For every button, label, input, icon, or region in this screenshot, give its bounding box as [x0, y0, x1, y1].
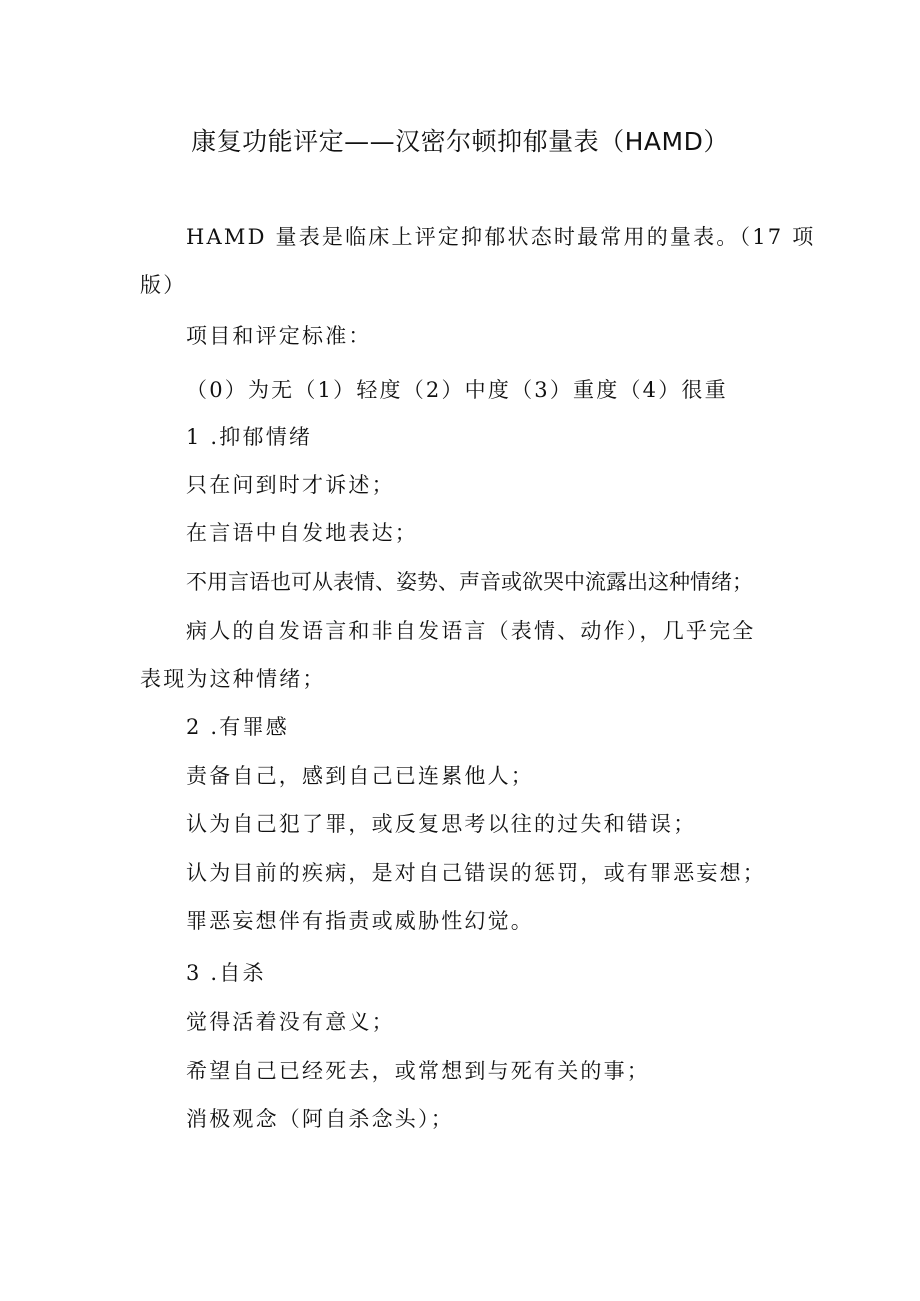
scale-legend: （0）为无（1）轻度（2）中度（3）重度（4）很重	[186, 378, 728, 402]
item-3-heading: 3 .自杀	[186, 961, 266, 985]
item-2-heading: 2 .有罪感	[186, 715, 289, 739]
item-1-line-3: 不用言语也可从表情、姿势、声音或欲哭中流露出这种情绪；	[186, 570, 753, 594]
criteria-label: 项目和评定标准：	[186, 324, 372, 348]
intro-line-1: HAMD 量表是临床上评定抑郁状态时最常用的量表。（17 项	[186, 225, 816, 249]
item-1-line-2: 在言语中自发地表达；	[186, 521, 418, 545]
item-2-line-3: 认为目前的疾病，是对自己错误的惩罚，或有罪恶妄想；	[186, 861, 766, 885]
document-title: 康复功能评定——汉密尔顿抑郁量表（HAMD）	[191, 127, 729, 156]
item-1-heading: 1 .抑郁情绪	[186, 425, 313, 449]
item-2-line-4: 罪恶妄想伴有指责或威胁性幻觉。	[186, 909, 534, 933]
item-3-line-3: 消极观念（阿自杀念头）；	[186, 1107, 454, 1131]
item-3-line-2: 希望自己已经死去，或常想到与死有关的事；	[186, 1059, 650, 1083]
item-1-line-1: 只在问到时才诉述；	[186, 473, 395, 497]
item-2-line-2: 认为自己犯了罪，或反复思考以往的过失和错误；	[186, 812, 697, 836]
intro-line-2: 版）	[140, 273, 187, 297]
item-2-line-1: 责备自己，感到自己已连累他人；	[186, 764, 534, 788]
item-1-line-4: 病人的自发语言和非自发语言（表情、动作），几乎完全	[186, 619, 756, 643]
item-1-line-5: 表现为这种情绪；	[140, 667, 326, 691]
item-3-line-1: 觉得活着没有意义；	[186, 1010, 395, 1034]
